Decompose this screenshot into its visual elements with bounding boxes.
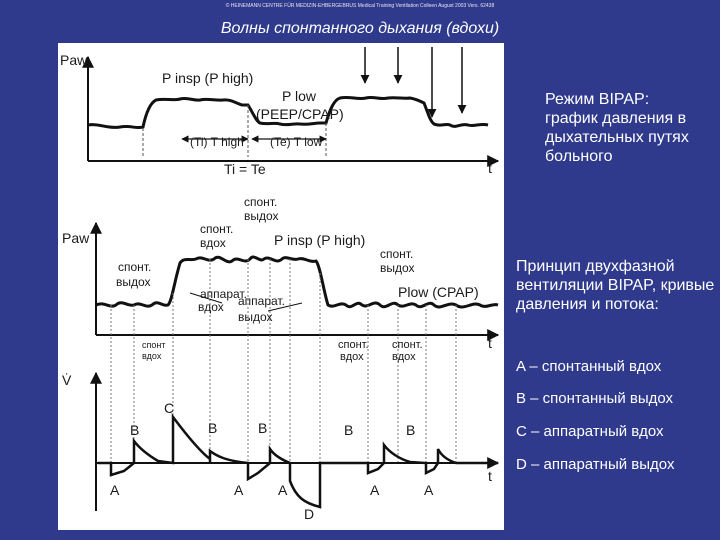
left-spont-exh-1: спонт. xyxy=(118,260,152,274)
copyright-line: © HEINEMANN CENTRE FÜR MEDIZIN-EHBERGEBRUS Medical Training Ventilation Colleen August 2003 Vers. 62438 xyxy=(225,3,495,9)
flow-label-d: D xyxy=(304,506,315,522)
bipap-diagram xyxy=(58,43,504,530)
legend-d: D – аппаратный выдох xyxy=(516,456,675,473)
flow-label-b5: B xyxy=(406,422,416,438)
mid-t-label: t xyxy=(488,335,492,351)
app-inh-1: аппарат. xyxy=(200,287,247,301)
top-spont-2: выдох xyxy=(244,209,279,223)
bottom-t-label: t xyxy=(488,468,492,484)
spont-bottom-b2: вдох xyxy=(392,351,416,363)
app-exh-1: аппарат. xyxy=(238,294,285,308)
spont-inh-2: вдох xyxy=(200,236,226,250)
mid-paw-label: Paw xyxy=(62,230,90,246)
flow-label-c: C xyxy=(164,400,175,416)
bipap-figure xyxy=(58,43,504,530)
bipap-mode-note: Режим BIPAP: график давления в дыхательных путях больного xyxy=(545,91,689,165)
flow-label-a2: A xyxy=(234,482,244,498)
legend-b: B – спонтанный выдох xyxy=(516,390,674,407)
spont-bottom-b1: спонт. xyxy=(392,339,423,351)
spont-bottom-a1: спонт. xyxy=(338,339,369,351)
right-spont-2: выдох xyxy=(380,261,415,275)
top-panel xyxy=(60,47,498,177)
app-exh-2: выдох xyxy=(238,310,273,324)
left-spont-exh-2: выдох xyxy=(116,275,151,289)
app-inh-2: вдох xyxy=(198,300,224,314)
ti-label: (Ti) T high xyxy=(190,135,244,149)
flow-label-b4: B xyxy=(344,422,354,438)
spont-inh-1: спонт. xyxy=(200,222,234,236)
mid-p-insp-label: P insp (P high) xyxy=(274,232,366,248)
flow-axis-label: V̇ xyxy=(62,372,72,388)
right-spont-1: спонт. xyxy=(380,247,414,261)
p-insp-label: P insp (P high) xyxy=(162,70,254,86)
te-label: (Te) T low xyxy=(270,135,323,149)
spont-bottom-c1: спонт xyxy=(142,340,166,350)
peep-cpap-label: (PEEP/CPAP) xyxy=(256,106,344,122)
spont-bottom-a2: вдох xyxy=(340,351,364,363)
flow-label-a1: A xyxy=(110,482,120,498)
ti-te-label: Ti = Te xyxy=(224,161,266,177)
top-t-label: t xyxy=(488,160,492,176)
spont-bottom-c2: вдох xyxy=(142,351,162,361)
flow-label-a5: A xyxy=(424,482,434,498)
slide-title: Волны спонтанного дыхания (вдохи) xyxy=(220,20,500,37)
middle-panel xyxy=(62,195,498,463)
flow-label-a3: A xyxy=(278,482,288,498)
top-paw-label: Paw xyxy=(60,52,88,68)
top-spont-1: спонт. xyxy=(244,195,278,209)
flow-label-a4: A xyxy=(370,482,380,498)
biphasic-principle-note: Принцип двухфазной вентиляции BIPAP, кривые давления и потока: xyxy=(516,258,715,313)
flow-label-b1: B xyxy=(130,422,140,438)
legend-c: C – аппаратный вдох xyxy=(516,423,664,440)
flow-label-b2: B xyxy=(208,420,218,436)
flow-label-b3: B xyxy=(258,420,268,436)
legend-a: A – спонтанный вдох xyxy=(516,358,662,375)
p-low-cpap-label: Plow (CPAP) xyxy=(398,284,479,300)
bottom-panel xyxy=(62,372,498,522)
p-low-label: P low xyxy=(282,88,316,104)
